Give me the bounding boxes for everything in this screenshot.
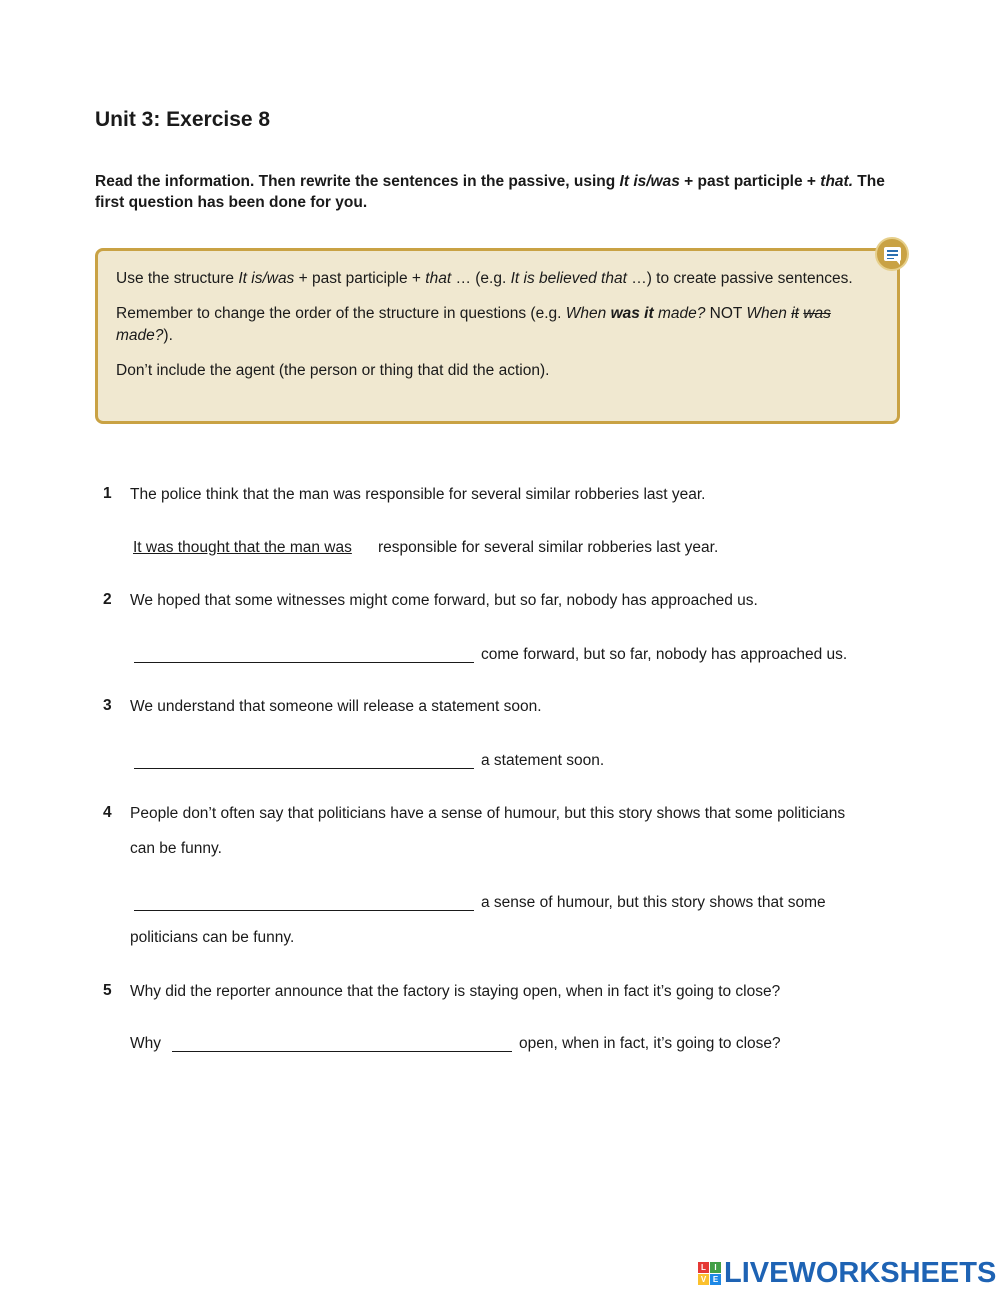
question-prompt-continued: can be funny. (130, 840, 222, 857)
question-number: 2 (103, 591, 112, 608)
tip-text: NOT (705, 305, 747, 322)
question-prompt: The police think that the man was responsible for several similar robberies last year. (130, 486, 706, 503)
question-prompt: People don’t often say that politicians have a sense of humour, but this story shows that some politicians (130, 805, 846, 822)
tip-box (95, 248, 900, 424)
answer-blank[interactable] (134, 910, 474, 911)
answer-blank[interactable] (172, 1051, 512, 1052)
tip-text: …) to create passive sentences. (626, 270, 853, 287)
question-prompt: We understand that someone will release a statement soon. (130, 698, 542, 715)
page-title: Unit 3: Exercise 8 (95, 108, 271, 131)
tip-text: ). (163, 327, 173, 344)
logo-block: E (710, 1274, 721, 1285)
answer-blank[interactable] (134, 662, 474, 663)
tip-emphasis: made? (653, 305, 706, 322)
tip-emphasis: made? (116, 327, 164, 344)
question-prompt: Why did the reporter announce that the factory is staying open, when in fact it’s going to close? (130, 983, 781, 1000)
tip-strikethrough: was (803, 305, 831, 322)
instructions-emphasis: It is/was (619, 173, 680, 190)
tip-emphasis: It is/was (238, 270, 295, 287)
answer-completion: a sense of humour, but this story shows that some (481, 894, 826, 911)
tip-text: Use the structure (116, 270, 239, 287)
logo-blocks-icon (698, 1262, 721, 1285)
instructions-text: The first question has been done for you. (95, 173, 885, 211)
logo-text: LIVEWORKSHEETS (724, 1257, 997, 1289)
instructions-text: + past participle + (679, 173, 821, 190)
instructions (95, 171, 895, 213)
tip-strikethrough: it (791, 305, 799, 322)
answer-completion-continued: politicians can be funny. (130, 929, 295, 946)
instructions-emphasis: that. (820, 173, 853, 190)
tip-emphasis: that (425, 270, 452, 287)
answer-completion: come forward, but so far, nobody has approached us. (481, 646, 848, 663)
question-number: 4 (103, 804, 112, 821)
instructions-text: Read the information. Then rewrite the sentences in the passive, using (95, 173, 620, 190)
tip-emphasis: When (565, 305, 611, 322)
question-number: 5 (103, 982, 112, 999)
answer-completion: responsible for several similar robberies last year. (378, 539, 719, 556)
tip-emphasis: It is believed that (510, 270, 627, 287)
liveworksheets-logo[interactable] (698, 1258, 996, 1288)
example-answer: It was thought that the man was (133, 539, 352, 556)
speech-bubble-icon[interactable] (875, 237, 909, 271)
tip-text: … (e.g. (451, 270, 511, 287)
tip-questions (116, 303, 879, 347)
logo-block: L (698, 1262, 709, 1273)
tip-emphasis: When (746, 305, 792, 322)
tip-text: Remember to change the order of the structure in questions (e.g. (116, 305, 566, 322)
answer-lead: Why (130, 1035, 161, 1052)
answer-completion: a statement soon. (481, 752, 605, 769)
tip-structure (116, 268, 879, 290)
logo-block: V (698, 1274, 709, 1285)
question-number: 3 (103, 697, 112, 714)
question-number: 1 (103, 485, 112, 502)
tip-text: + past participle + (294, 270, 426, 287)
answer-completion: open, when in fact, it’s going to close? (519, 1035, 781, 1052)
tip-agent: Don’t include the agent (the person or thing that did the action). (116, 362, 550, 379)
answer-blank[interactable] (134, 768, 474, 769)
logo-block: I (710, 1262, 721, 1273)
question-prompt: We hoped that some witnesses might come forward, but so far, nobody has approached us. (130, 592, 758, 609)
tip-bold: was it (610, 305, 654, 322)
